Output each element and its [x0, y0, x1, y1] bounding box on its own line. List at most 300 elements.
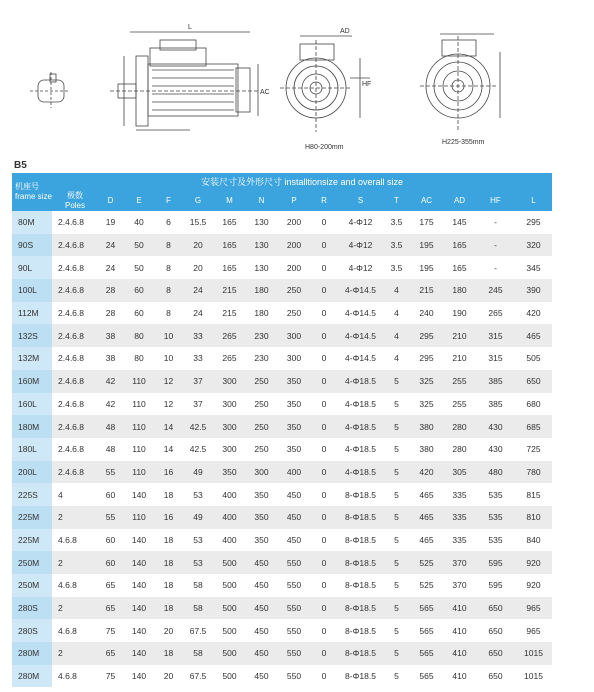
poles-cell: 2.4.6.8: [52, 461, 98, 484]
table-cell: 450: [278, 506, 310, 529]
table-cell: 140: [131, 580, 147, 591]
table-row: [12, 665, 552, 688]
table-cell: 75: [105, 671, 116, 682]
table-cell: 58: [182, 642, 214, 665]
header-s: S: [338, 191, 383, 211]
table-row: [12, 324, 552, 347]
poles-cell: 4.6.8: [58, 625, 77, 636]
table-cell: 550: [286, 671, 302, 682]
table-cell: 175: [419, 217, 434, 228]
table-cell: 535: [488, 534, 503, 545]
header-poles-en: Poles: [64, 201, 85, 210]
table-cell: 0: [310, 461, 338, 484]
table-cell: 65: [105, 580, 116, 591]
table-cell: 42: [98, 370, 123, 393]
header-frame-en: frame size: [15, 192, 52, 201]
table-cell: 24: [193, 308, 203, 319]
table-row: [12, 506, 552, 529]
table-row: [12, 393, 552, 416]
table-cell: 650: [488, 671, 503, 682]
table-cell: 19: [105, 217, 116, 228]
table-cell: 140: [131, 625, 147, 636]
table-cell: 230: [254, 353, 269, 364]
table-cell: 465: [410, 506, 443, 529]
table-body: [12, 211, 552, 687]
table-row: [12, 551, 552, 574]
table-cell: 550: [278, 597, 310, 620]
table-cell: 335: [452, 489, 467, 500]
table-cell: 255: [443, 370, 476, 393]
table-cell: 8-Φ18.5: [345, 489, 376, 500]
table-cell: 110: [123, 506, 155, 529]
table-cell: 250: [245, 415, 278, 438]
table-cell: 4-Φ18.5: [345, 398, 376, 409]
table-cell: 1015: [515, 642, 552, 665]
table-cell: 38: [105, 353, 116, 364]
frame-size-cell: 280M: [12, 665, 52, 688]
table-row: [12, 529, 552, 552]
table-cell: 8-Φ18.5: [345, 625, 376, 636]
table-row: [12, 211, 552, 234]
table-cell: 350: [278, 370, 310, 393]
table-cell: 60: [98, 551, 123, 574]
table-cell: 815: [526, 489, 541, 500]
table-cell: 165: [222, 262, 237, 273]
table-cell: 37: [182, 370, 214, 393]
motor-side-view: [110, 32, 258, 130]
table-cell: 200: [286, 262, 302, 273]
table-cell: 80: [123, 324, 155, 347]
table-cell: 8-Φ18.5: [338, 551, 383, 574]
frame-size-cell: 132S: [12, 324, 52, 347]
poles-cell: 2.4.6.8: [58, 353, 84, 364]
frame-size-cell: 180L: [12, 438, 52, 461]
table-cell: 965: [515, 597, 552, 620]
table-cell: -: [476, 234, 515, 257]
table-cell: 465: [515, 324, 552, 347]
table-cell: 280: [452, 444, 467, 455]
table-cell: 140: [123, 642, 155, 665]
table-cell: 58: [193, 580, 203, 591]
table-cell: 165: [443, 234, 476, 257]
table-cell: 0: [321, 489, 327, 500]
table-cell: -: [494, 262, 497, 273]
table-cell: 20: [193, 262, 203, 273]
motor-drawings: [0, 0, 594, 160]
table-cell: 920: [515, 551, 552, 574]
motor-front-view-small: [280, 36, 370, 132]
frame-size-cell: 160M: [12, 370, 52, 393]
table-cell: 295: [419, 353, 434, 364]
table-cell: 350: [278, 415, 310, 438]
header-frame-size: [12, 173, 52, 211]
table-cell: 65: [98, 642, 123, 665]
table-cell: 67.5: [189, 671, 207, 682]
table-cell: 650: [488, 625, 503, 636]
table-cell: 20: [163, 625, 174, 636]
table-cell: 505: [526, 353, 541, 364]
table-cell: 4-Φ18.5: [338, 461, 383, 484]
table-cell: 5: [394, 398, 399, 409]
table-cell: 130: [254, 262, 269, 273]
table-cell: 140: [131, 489, 147, 500]
table-cell: 18: [163, 489, 174, 500]
table-cell: 595: [476, 551, 515, 574]
table-cell: 315: [488, 353, 503, 364]
table-cell: 20: [182, 234, 214, 257]
frame-size-cell: 132M: [12, 347, 52, 370]
frame-size-cell: 100L: [12, 279, 52, 302]
table-cell: 410: [443, 642, 476, 665]
table-cell: 42.5: [189, 444, 207, 455]
table-cell: 49: [182, 506, 214, 529]
table-cell: 4-Φ18.5: [338, 415, 383, 438]
section-title: B5: [14, 160, 27, 171]
table-cell: 300: [222, 398, 237, 409]
table-cell: 165: [222, 217, 237, 228]
table-cell: 140: [131, 671, 147, 682]
table-cell: 42.5: [182, 415, 214, 438]
table-cell: 525: [410, 551, 443, 574]
table-cell: 48: [98, 415, 123, 438]
table-cell: 165: [452, 262, 467, 273]
table-cell: 0: [321, 625, 327, 636]
table-cell: 5: [383, 551, 410, 574]
table-cell: 450: [286, 489, 302, 500]
table-cell: 200: [286, 217, 302, 228]
table-row: [12, 234, 552, 257]
table-cell: 300: [286, 353, 302, 364]
header-poles: [52, 191, 98, 211]
table-cell: 80: [134, 353, 144, 364]
table-cell: 5: [394, 625, 399, 636]
table-cell: 53: [193, 534, 203, 545]
table-cell: 4-Φ18.5: [338, 370, 383, 393]
table-cell: 280: [443, 415, 476, 438]
table-cell: 24: [182, 279, 214, 302]
table-cell: 550: [278, 642, 310, 665]
table-cell: 0: [321, 217, 327, 228]
table-cell: 180: [245, 279, 278, 302]
frame-size-cell: 112M: [12, 302, 52, 325]
table-cell: 965: [526, 625, 541, 636]
table-cell: 300: [222, 444, 237, 455]
poles-cell: 2: [52, 506, 98, 529]
table-cell: 110: [123, 461, 155, 484]
dimension-table: [12, 173, 552, 687]
table-cell: 33: [182, 324, 214, 347]
table-cell: 8: [166, 308, 171, 319]
table-cell: 680: [526, 398, 541, 409]
table-cell: 0: [321, 308, 327, 319]
table-cell: 8-Φ18.5: [345, 580, 376, 591]
table-cell: 12: [163, 398, 174, 409]
table-cell: 33: [193, 353, 203, 364]
table-cell: 5: [394, 444, 399, 455]
table-cell: 28: [98, 279, 123, 302]
table-cell: 8: [155, 279, 182, 302]
table-cell: 55: [98, 506, 123, 529]
table-cell: 24: [105, 262, 116, 273]
table-cell: 370: [443, 551, 476, 574]
table-cell: 420: [410, 461, 443, 484]
table-cell: 525: [419, 580, 434, 591]
poles-cell: 4: [58, 489, 63, 500]
table-cell: 4-Φ14.5: [345, 353, 376, 364]
table-cell: 28: [105, 308, 116, 319]
table-cell: 195: [410, 234, 443, 257]
table-cell: 55: [98, 461, 123, 484]
table-cell: 295: [526, 217, 541, 228]
table-row: [12, 370, 552, 393]
frame-size-cell: 250M: [12, 551, 52, 574]
table-cell: 370: [452, 580, 467, 591]
table-cell: 190: [452, 308, 467, 319]
table-cell: 0: [321, 671, 327, 682]
table-cell: 42: [105, 398, 116, 409]
table-cell: 550: [286, 625, 302, 636]
table-cell: 3.5: [390, 262, 403, 273]
poles-cell: 2: [52, 642, 98, 665]
frame-size-cell: 180M: [12, 415, 52, 438]
table-cell: 75: [105, 625, 116, 636]
table-cell: 500: [214, 551, 245, 574]
table-cell: 320: [515, 234, 552, 257]
table-cell: 535: [476, 506, 515, 529]
frame-size-cell: 225S: [12, 483, 52, 506]
table-cell: 8-Φ18.5: [338, 597, 383, 620]
table-cell: 465: [419, 534, 434, 545]
table-cell: 10: [163, 353, 174, 364]
table-cell: 130: [245, 234, 278, 257]
poles-cell: 4.6.8: [58, 534, 77, 545]
table-cell: 410: [452, 625, 467, 636]
table-cell: 4-Φ18.5: [345, 444, 376, 455]
table-cell: 390: [515, 279, 552, 302]
table-cell: 230: [245, 324, 278, 347]
table-cell: 0: [321, 353, 327, 364]
table-cell: 650: [476, 642, 515, 665]
table-cell: 10: [155, 324, 182, 347]
table-cell: 0: [310, 551, 338, 574]
header-frame-cn: 机座号: [15, 182, 39, 191]
table-cell: 18: [155, 642, 182, 665]
table-cell: 240: [419, 308, 434, 319]
table-cell: 400: [222, 534, 237, 545]
table-cell: 5: [383, 506, 410, 529]
motor-front-view-large: [420, 34, 500, 130]
table-cell: 480: [476, 461, 515, 484]
table-cell: 67.5: [189, 625, 207, 636]
table-cell: 8: [155, 234, 182, 257]
table-cell: 780: [515, 461, 552, 484]
table-row: [12, 279, 552, 302]
table-cell: 410: [443, 597, 476, 620]
dim-label-l: L: [188, 24, 192, 31]
poles-cell: 4.6.8: [58, 671, 77, 682]
header-l: L: [515, 191, 552, 211]
frame-size-cell: 200L: [12, 461, 52, 484]
frame-size-cell: 160L: [12, 393, 52, 416]
poles-cell: 2.4.6.8: [58, 444, 84, 455]
table-cell: 650: [515, 370, 552, 393]
header-g: G: [182, 191, 214, 211]
table-cell: 380: [419, 444, 434, 455]
table-cell: 500: [222, 671, 237, 682]
header-r: R: [310, 191, 338, 211]
table-cell: -: [494, 217, 497, 228]
table-cell: 37: [193, 398, 203, 409]
table-cell: 725: [526, 444, 541, 455]
table-cell: 180: [254, 308, 269, 319]
table-cell: 400: [214, 506, 245, 529]
table-cell: 450: [254, 671, 269, 682]
table-cell: 920: [526, 580, 541, 591]
table-row: [12, 302, 552, 325]
table-cell: 400: [222, 489, 237, 500]
table-row: [12, 256, 552, 279]
table-cell: 4: [383, 324, 410, 347]
table-cell: 110: [123, 415, 155, 438]
table-cell: 300: [214, 370, 245, 393]
table-cell: 595: [488, 580, 503, 591]
poles-cell: 2.4.6.8: [52, 324, 98, 347]
header-ac: AC: [410, 191, 443, 211]
table-cell: 200: [278, 234, 310, 257]
table-cell: 565: [419, 625, 434, 636]
table-cell: 4-Φ14.5: [338, 279, 383, 302]
table-cell: 215: [222, 308, 237, 319]
table-cell: 16: [155, 506, 182, 529]
table-cell: 250: [286, 308, 302, 319]
caption-h225-355: H225-355mm: [442, 139, 485, 146]
table-cell: 450: [286, 534, 302, 545]
poles-cell: 2.4.6.8: [58, 308, 84, 319]
table-cell: 0: [321, 580, 327, 591]
table-cell: 18: [163, 534, 174, 545]
table-cell: 60: [123, 279, 155, 302]
table-cell: 140: [123, 551, 155, 574]
table-cell: 0: [321, 444, 327, 455]
table-cell: 500: [222, 580, 237, 591]
table-cell: 53: [182, 551, 214, 574]
frame-size-cell: 250M: [12, 574, 52, 597]
table-cell: 350: [286, 444, 302, 455]
table-cell: 250: [254, 398, 269, 409]
table-cell: 0: [310, 324, 338, 347]
table-cell: 38: [98, 324, 123, 347]
header-f: F: [155, 191, 182, 211]
table-cell: 3.5: [383, 234, 410, 257]
table-cell: 250: [254, 444, 269, 455]
table-cell: 0: [310, 370, 338, 393]
table-cell: 300: [278, 324, 310, 347]
table-cell: 110: [132, 398, 146, 409]
table-cell: 5: [383, 370, 410, 393]
table-cell: 49: [182, 461, 214, 484]
table-cell: 350: [254, 534, 269, 545]
poles-cell: 2.4.6.8: [52, 415, 98, 438]
table-cell: 810: [515, 506, 552, 529]
table-cell: 565: [410, 597, 443, 620]
table-cell: 145: [452, 217, 467, 228]
table-cell: 210: [443, 324, 476, 347]
table-cell: 265: [214, 324, 245, 347]
table-cell: 420: [526, 308, 541, 319]
table-cell: 4-Φ12: [338, 234, 383, 257]
table-cell: 4-Φ12: [348, 262, 373, 273]
table-cell: 380: [410, 415, 443, 438]
table-cell: 450: [245, 597, 278, 620]
table-cell: 110: [123, 370, 155, 393]
table-cell: 18: [155, 597, 182, 620]
table-cell: 4: [383, 279, 410, 302]
table-cell: 8-Φ18.5: [338, 642, 383, 665]
table-cell: 255: [452, 398, 467, 409]
frame-size-cell: 280S: [12, 597, 52, 620]
poles-cell: 2.4.6.8: [58, 217, 84, 228]
table-cell: 65: [98, 597, 123, 620]
table-row: [12, 483, 552, 506]
table-cell: 325: [419, 398, 434, 409]
table-cell: 130: [254, 217, 269, 228]
table-cell: 3.5: [390, 217, 403, 228]
header-ad: AD: [443, 191, 476, 211]
table-cell: 5: [394, 534, 399, 545]
table-cell: 500: [222, 625, 237, 636]
table-cell: 140: [131, 534, 147, 545]
table-cell: 335: [443, 506, 476, 529]
table-cell: 325: [410, 370, 443, 393]
table-cell: 315: [476, 324, 515, 347]
table-cell: 450: [254, 580, 269, 591]
table-cell: 250: [245, 370, 278, 393]
table-cell: 245: [476, 279, 515, 302]
poles-cell: 2: [52, 551, 98, 574]
header-t: T: [383, 191, 410, 211]
table-cell: 685: [515, 415, 552, 438]
poles-cell: 2.4.6.8: [58, 262, 84, 273]
table-cell: 550: [278, 551, 310, 574]
table-cell: 4-Φ14.5: [345, 308, 376, 319]
table-cell: 295: [410, 324, 443, 347]
table-cell: 14: [163, 444, 174, 455]
poles-cell: 2.4.6.8: [52, 370, 98, 393]
table-cell: 250: [278, 279, 310, 302]
header-d: D: [98, 191, 123, 211]
dim-label-ac: AC: [260, 89, 270, 96]
poles-cell: 4.6.8: [58, 580, 77, 591]
table-cell: 8-Φ18.5: [345, 671, 376, 682]
table-cell: 350: [254, 489, 269, 500]
table-cell: 4-Φ14.5: [338, 324, 383, 347]
table-cell: 300: [245, 461, 278, 484]
table-cell: 0: [310, 642, 338, 665]
header-poles-cn: 极数: [67, 191, 83, 200]
header-hf: HF: [476, 191, 515, 211]
motor-drawings-svg: [0, 0, 594, 160]
table-cell: 210: [452, 353, 467, 364]
table-cell: 450: [245, 642, 278, 665]
table-cell: 265: [488, 308, 503, 319]
table-cell: 5: [383, 642, 410, 665]
table-cell: 350: [245, 506, 278, 529]
frame-size-cell: 225M: [12, 506, 52, 529]
frame-size-cell: 90L: [12, 256, 52, 279]
table-cell: 18: [155, 551, 182, 574]
table-cell: 48: [105, 444, 116, 455]
table-cell: 350: [286, 398, 302, 409]
